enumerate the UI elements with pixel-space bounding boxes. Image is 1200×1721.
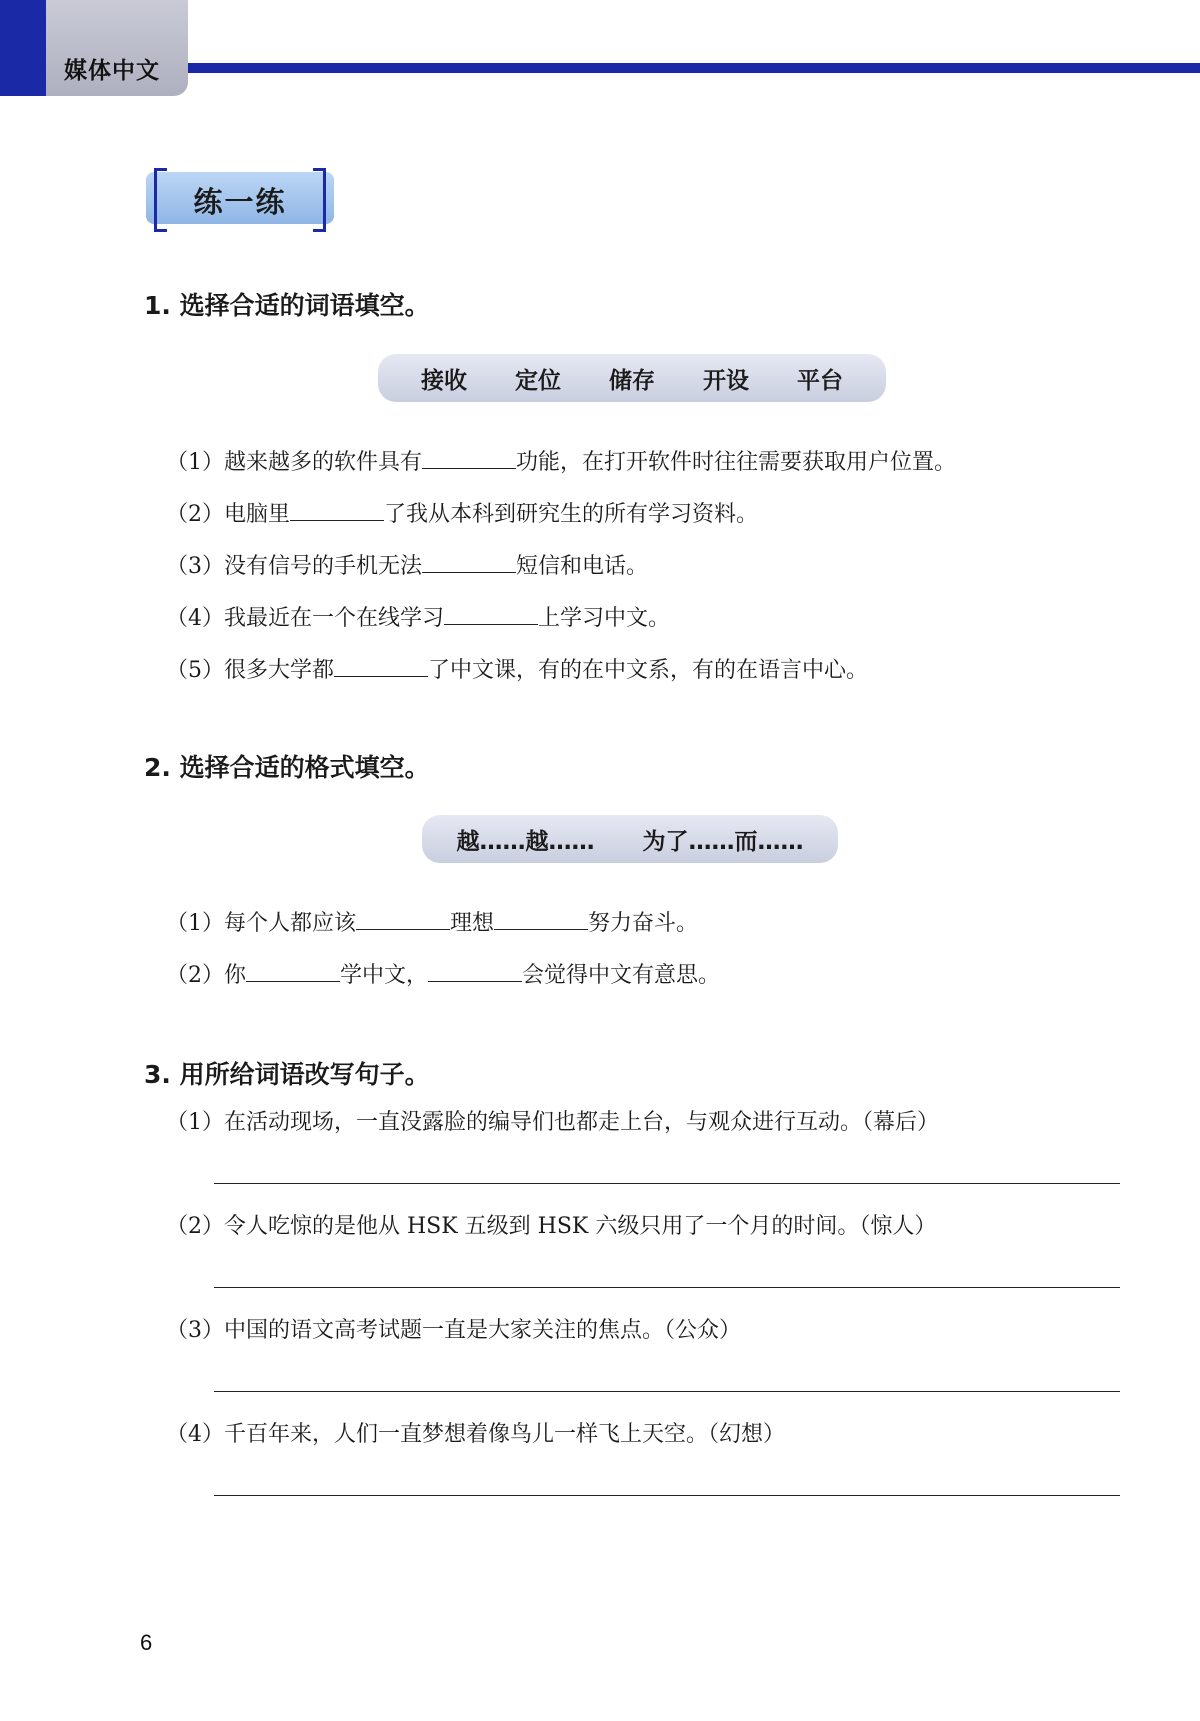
item-text: 每个人都应该 [224,911,357,936]
header-rule [188,63,1200,73]
item-number: （3） [166,554,224,579]
word-option: 定位 [515,367,561,394]
page-number: 6 [140,1630,153,1655]
word-bank [378,354,886,402]
item-text: 学中文， [340,963,429,988]
item-number: （2） [166,963,224,988]
item-number: （4） [166,1422,224,1447]
exercise-3-item-4 [166,1417,785,1448]
exercise-1-item-3 [166,549,648,580]
item-text: 会觉得中文有意思。 [522,963,721,988]
item-text: 了中文课，有的在中文系，有的在语言中心。 [428,658,869,683]
item-number: （5） [166,658,224,683]
item-number: （1） [166,450,224,475]
item-number: （1） [166,911,224,936]
fill-blank[interactable] [422,552,516,573]
item-text: 理想 [450,911,495,936]
item-text: 努力奋斗。 [588,911,699,936]
exercise-1-item-1 [166,445,956,476]
section-title: 练一练 [193,185,287,219]
answer-line[interactable] [214,1391,1120,1392]
item-number: （2） [166,1214,224,1239]
item-text: 上学习中文。 [538,606,671,631]
answer-line[interactable] [214,1495,1120,1496]
pattern-option: 越……越…… [456,828,595,855]
item-text: 我最近在一个在线学习 [224,606,445,631]
item-text: 你 [224,963,247,988]
item-text: 越来越多的软件具有 [224,450,423,475]
item-text: 在活动现场，一直没露脸的编导们也都走上台，与观众进行互动。（幕后） [224,1110,940,1135]
exercise-1-heading: 1. 选择合适的词语填空。 [144,291,430,320]
header-left-bar [0,0,46,96]
exercise-1-item-5 [166,653,868,684]
item-text: 中国的语文高考试题一直是大家关注的焦点。（公众） [224,1318,742,1343]
item-number: （2） [166,502,224,527]
item-text: 没有信号的手机无法 [224,554,423,579]
item-number: （3） [166,1318,224,1343]
pattern-option: 为了……而…… [642,828,804,855]
word-option: 开设 [703,367,749,394]
word-option: 平台 [797,367,843,394]
exercise-2-item-2 [166,958,720,989]
answer-line[interactable] [214,1183,1120,1184]
fill-blank[interactable] [494,909,588,930]
pattern-bank [422,815,838,863]
item-text: 短信和电话。 [516,554,649,579]
item-number: （1） [166,1110,224,1135]
item-text: 了我从本科到研究生的所有学习资料。 [384,502,759,527]
fill-blank[interactable] [422,448,516,469]
fill-blank[interactable] [334,656,428,677]
answer-line[interactable] [214,1287,1120,1288]
exercise-3-heading: 3. 用所给词语改写句子。 [144,1060,430,1089]
book-title: 媒体中文 [64,58,160,84]
item-text: 电脑里 [224,502,291,527]
fill-blank[interactable] [290,500,384,521]
exercise-2-heading: 2. 选择合适的格式填空。 [144,753,430,782]
exercise-1-item-2 [166,497,758,528]
fill-blank[interactable] [356,909,450,930]
item-text: 令人吃惊的是他从 HSK 五级到 HSK 六级只用了一个月的时间。（惊人） [224,1214,937,1239]
exercise-3-item-2 [166,1209,936,1240]
item-number: （4） [166,606,224,631]
fill-blank[interactable] [444,604,538,625]
exercise-1-item-4 [166,601,670,632]
exercise-3-item-3 [166,1313,741,1344]
section-badge [146,172,334,224]
fill-blank[interactable] [246,961,340,982]
item-text: 千百年来，人们一直梦想着像鸟儿一样飞上天空。（幻想） [224,1422,786,1447]
word-option: 储存 [609,367,655,394]
exercise-3-item-1 [166,1105,939,1136]
word-option: 接收 [421,367,467,394]
exercise-2-item-1 [166,906,698,937]
item-text: 很多大学都 [224,658,335,683]
fill-blank[interactable] [428,961,522,982]
item-text: 功能，在打开软件时往往需要获取用户位置。 [516,450,957,475]
